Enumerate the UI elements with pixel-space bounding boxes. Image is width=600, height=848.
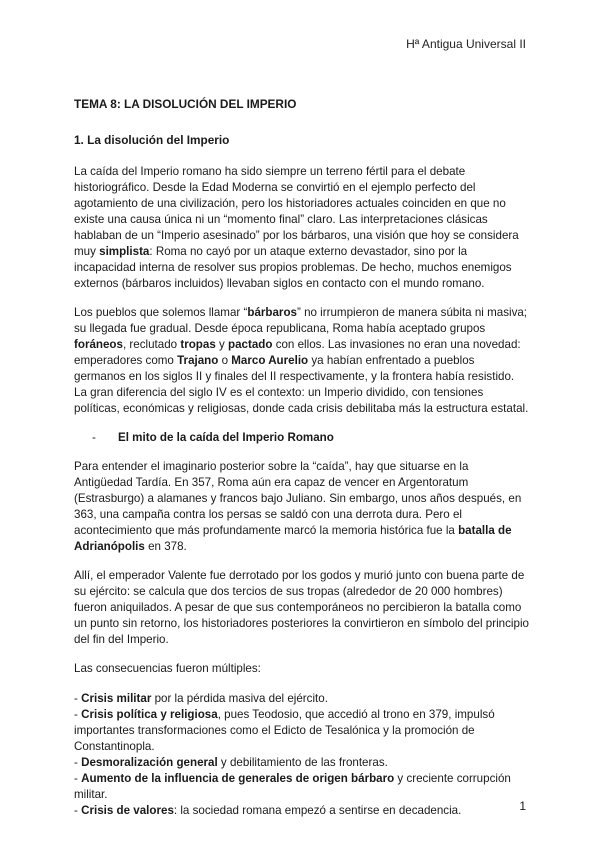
section-heading: 1. La disolución del Imperio <box>74 133 230 147</box>
bold-text: pactado <box>228 338 273 351</box>
text-run: : la sociedad romana empezó a sentirse en decadencia. <box>173 804 462 817</box>
text-run: y creciente corrupción militar. <box>74 772 511 801</box>
list-prefix: - <box>74 804 82 817</box>
paragraph-2 <box>74 305 529 417</box>
text-run: por la pérdida masiva del ejército. <box>151 692 328 705</box>
bold-text: Crisis de valores <box>81 804 174 817</box>
page-number: 1 <box>519 799 526 813</box>
document-body <box>74 96 529 819</box>
bold-text: Trajano <box>177 354 219 367</box>
bold-text: Crisis militar <box>81 692 152 705</box>
list-intro: Las consecuencias fueron múltiples: <box>74 662 261 675</box>
list-item <box>74 771 529 803</box>
text-run: con ellos. Las invasiones no eran una novedad: emperadores como <box>74 338 521 367</box>
bold-text: bárbaros <box>247 306 297 319</box>
list-item <box>74 803 529 819</box>
text-run: o <box>218 354 232 367</box>
text-run: y debilitamiento de las fronteras. <box>217 756 388 769</box>
consequences-list <box>74 691 529 819</box>
list-prefix: - <box>74 756 82 769</box>
list-prefix: - <box>74 692 82 705</box>
list-item <box>74 691 529 707</box>
paragraph-4: Allí, el emperador Valente fue derrotado por los godos y murió junto con buena parte de su ejército: se calcula que dos tercios de sus tropas (alrededor de 20 000 hombres) fueron aniquilados. A pesar de que sus contemporáneos no percibieron la batalla como un punto sin retorno, los historiadores posteriores la convirtieron en símbolo del principio del fin del Imperio. <box>74 569 529 646</box>
bold-text: batalla de Adrianópolis <box>74 524 512 553</box>
bold-text: Marco Aurelio <box>231 354 309 367</box>
document-header-course: Hª Antigua Universal II <box>406 37 526 51</box>
text-run: La caída del Imperio romano ha sido siempre un terreno fértil para el debate historiográfico. Desde la Edad Moderna se convirtió en el ejemplo perfecto del agotamiento de una civilización, pero los historiadores actuales coinciden en que no existe una causa única ni un “momento final” claro. Las interpretaciones clásicas hablaban de un “Imperio asesinado” por los bárbaros, una visión que hoy se considera muy <box>74 165 519 258</box>
paragraph-1 <box>74 164 529 292</box>
text-run: en 378. <box>144 540 187 553</box>
text-run: Para entender el imaginario posterior sobre la “caída”, hay que situarse en la Antigüedad Tardía. En 357, Roma aún era capaz de vencer en Argentoratum (Estrasburgo) a alamanes y francos bajo Juliano. Sin embargo, unos años después, en 363, una campaña contra los persas se saldó con una derrota dura. Pero el acontecimiento que más profundamente marcó la memoria histórica fue la <box>74 460 522 537</box>
text-run: : Roma no cayó por un ataque externo devastador, sino por la incapacidad interna de resolver sus propios problemas. De hecho, muchos enemigos externos (bárbaros incluidos) llevaban siglos en contacto con el mundo romano. <box>74 245 512 290</box>
list-item <box>74 755 529 771</box>
subsection-heading <box>74 430 529 446</box>
bold-text: tropas <box>180 338 216 351</box>
subsection-heading-text: El mito de la caída del Imperio Romano <box>118 431 334 444</box>
bold-text: simplista <box>99 245 150 258</box>
page-title: TEMA 8: LA DISOLUCIÓN DEL IMPERIO <box>74 97 297 111</box>
text-run: ya habían enfrentado a pueblos germanos en los siglos II y finales del II respectivamente, y la frontera había resistido. La gran diferencia del siglo IV es el contexto: un Imperio dividido, con tensiones políticas, económicas y religiosas, donde cada crisis debilitaba más la estructura estatal. <box>74 354 529 415</box>
text-run: Los pueblos que solemos llamar “ <box>74 306 248 319</box>
list-prefix: - <box>74 772 82 785</box>
bold-text: foráneos <box>74 338 123 351</box>
bold-text: Aumento de la influencia de generales de origen bárbaro <box>81 772 395 785</box>
list-item <box>74 707 529 755</box>
bullet-dash: - <box>92 431 96 444</box>
text-run: y <box>215 338 229 351</box>
bold-text: Crisis política y religiosa <box>81 708 218 721</box>
text-run: ” no irrumpieron de manera súbita ni masiva; su llegada fue gradual. Desde época republicana, Roma había aceptado grupos <box>74 306 528 335</box>
text-run: , pues Teodosio, que accedió al trono en 379, impulsó importantes transformaciones como el Edicto de Tesalónica y la promoción de Constantinopla. <box>74 708 495 753</box>
bold-text: Desmoralización general <box>81 756 218 769</box>
text-run: , reclutado <box>122 338 181 351</box>
list-prefix: - <box>74 708 82 721</box>
paragraph-3 <box>74 459 529 555</box>
